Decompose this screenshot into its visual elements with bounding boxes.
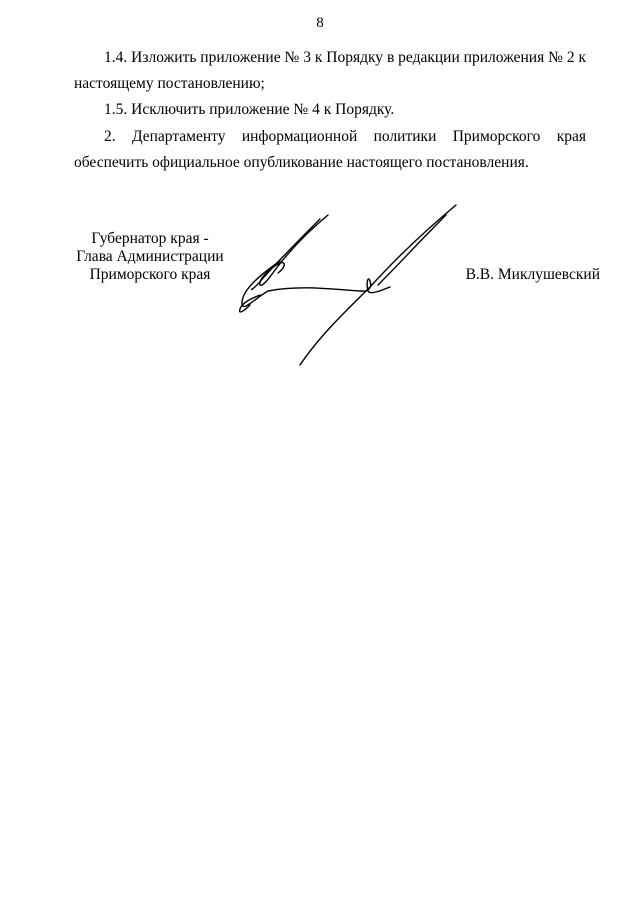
signatory-title-line-3: Приморского края: [89, 266, 211, 283]
signature-stroke-1: [260, 215, 328, 285]
paragraph-item-1-5: 1.5. Исключить приложение № 4 к Порядку.: [104, 101, 395, 118]
signatory-title: [60, 230, 240, 284]
signature-stroke-2: [252, 219, 320, 290]
signatory-title-line-2: Глава Администрации: [76, 248, 224, 265]
page-number: 8: [316, 15, 324, 31]
paragraph-item-2: 2. Департаменту информационной политики Приморского края обеспечить официальное опубликование настоящего постановления.: [74, 128, 586, 171]
paragraph-item-1-4: 1.4. Изложить приложение № 3 к Порядку в редакции приложения № 2 к настоящему постановлению;: [74, 49, 586, 92]
signature-stroke-5: [378, 215, 446, 285]
signer-name: В.В. Миклушевский: [465, 266, 600, 283]
handwritten-signature: [220, 195, 480, 375]
signatory-title-line-1: Губернатор края -: [91, 230, 209, 247]
